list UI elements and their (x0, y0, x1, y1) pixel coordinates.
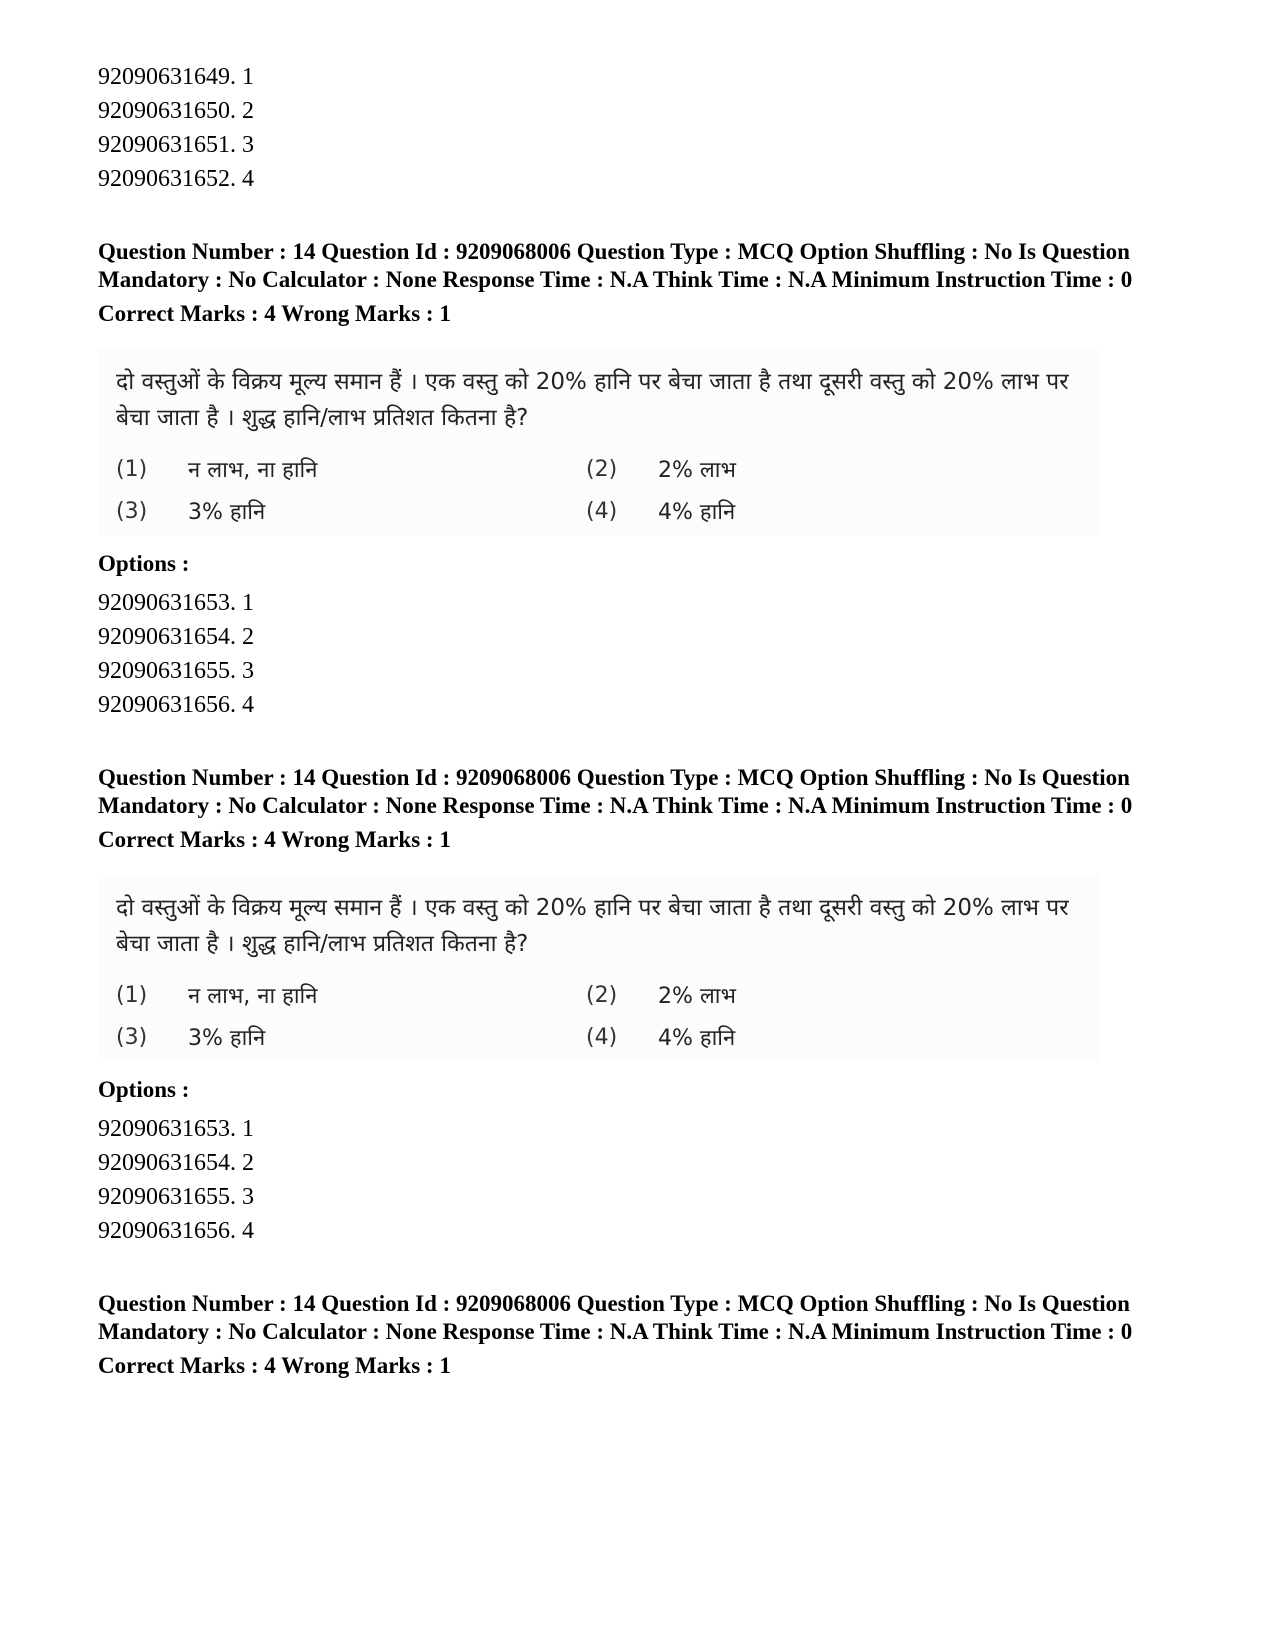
choice-number: (1) (116, 982, 148, 1008)
question-image (98, 348, 1101, 536)
option-line: 92090631651. 3 (98, 132, 254, 158)
question-block (98, 1290, 1188, 1380)
option-line: 92090631654. 2 (98, 624, 254, 650)
marks-line: Correct Marks : 4 Wrong Marks : 1 (98, 1353, 451, 1378)
choice-text: 4% हानि (658, 1026, 736, 1051)
options-title: Options : (98, 551, 190, 576)
choice-number: (4) (586, 1024, 618, 1050)
choice-text: 4% हानि (658, 500, 736, 525)
choice-grid (116, 454, 1101, 526)
choice-grid (116, 980, 1101, 1052)
choice-text: न लाभ, ना हानि (188, 984, 318, 1009)
choice-text: न लाभ, ना हानि (188, 458, 318, 483)
option-line: 92090631652. 4 (98, 166, 254, 192)
question-block (98, 764, 1188, 1248)
choice-text: 2% लाभ (658, 984, 736, 1009)
choice-item (116, 980, 586, 1010)
choice-item (116, 1022, 586, 1052)
choice-text: 2% लाभ (658, 458, 736, 483)
marks-line: Correct Marks : 4 Wrong Marks : 1 (98, 301, 451, 326)
choice-item (116, 454, 586, 484)
marks-line: Correct Marks : 4 Wrong Marks : 1 (98, 827, 451, 852)
question-text: दो वस्तुओं के विक्रय मूल्य समान हैं । एक वस्तु को 20% हानि पर बेचा जाता है तथा दूसरी वस्तु को 20% लाभ पर बेचा जाता है । शुद्ध हानि/लाभ प्रतिशत कितना है? (116, 369, 1069, 431)
option-line: 92090631653. 1 (98, 1116, 254, 1142)
choice-number: (4) (586, 498, 618, 524)
question-text: दो वस्तुओं के विक्रय मूल्य समान हैं । एक वस्तु को 20% हानि पर बेचा जाता है तथा दूसरी वस्तु को 20% लाभ पर बेचा जाता है । शुद्ध हानि/लाभ प्रतिशत कितना है? (116, 895, 1069, 957)
choice-number: (3) (116, 1024, 148, 1050)
choice-number: (2) (586, 456, 618, 482)
choice-number: (1) (116, 456, 148, 482)
option-line: 92090631655. 3 (98, 658, 254, 684)
question-block (98, 238, 1188, 722)
option-line: 92090631655. 3 (98, 1184, 254, 1210)
question-header: Question Number : 14 Question Id : 9209068006 Question Type : MCQ Option Shuffling : No Is Question Mandatory : No Calculator : None Response Time : N.A Think Time : N.A Minimum Instruction Time : 0 (98, 1291, 1133, 1344)
choice-text: 3% हानि (188, 500, 266, 525)
question-image (98, 874, 1101, 1062)
choice-item (116, 496, 586, 526)
option-line: 92090631653. 1 (98, 590, 254, 616)
option-line: 92090631656. 4 (98, 1218, 254, 1244)
choice-item (586, 496, 986, 526)
document-page (98, 60, 1188, 1380)
option-line: 92090631649. 1 (98, 64, 254, 90)
previous-options-list (98, 60, 1188, 196)
choice-item (586, 454, 986, 484)
choice-item (586, 1022, 986, 1052)
option-line: 92090631650. 2 (98, 98, 254, 124)
option-line: 92090631656. 4 (98, 692, 254, 718)
question-header: Question Number : 14 Question Id : 9209068006 Question Type : MCQ Option Shuffling : No Is Question Mandatory : No Calculator : None Response Time : N.A Think Time : N.A Minimum Instruction Time : 0 (98, 239, 1133, 292)
choice-item (586, 980, 986, 1010)
choice-number: (2) (586, 982, 618, 1008)
option-line: 92090631654. 2 (98, 1150, 254, 1176)
choice-text: 3% हानि (188, 1026, 266, 1051)
question-header: Question Number : 14 Question Id : 9209068006 Question Type : MCQ Option Shuffling : No Is Question Mandatory : No Calculator : None Response Time : N.A Think Time : N.A Minimum Instruction Time : 0 (98, 765, 1133, 818)
choice-number: (3) (116, 498, 148, 524)
options-title: Options : (98, 1077, 190, 1102)
